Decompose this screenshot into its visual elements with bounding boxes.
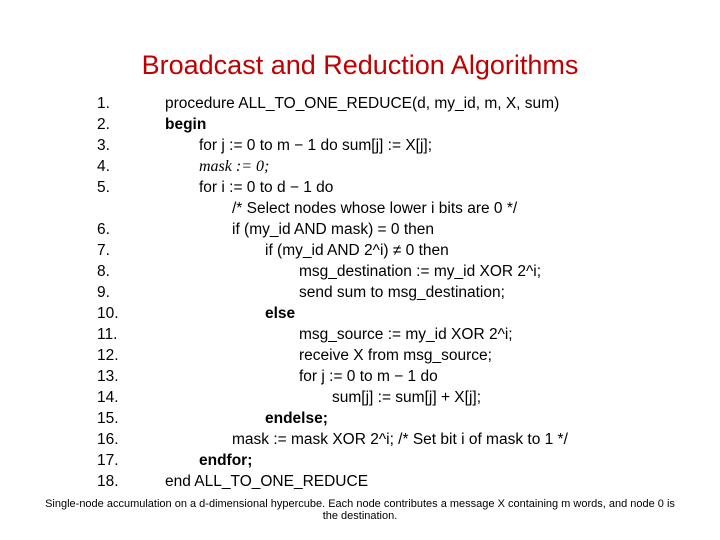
code-line-18 xyxy=(0,472,720,492)
line-number: 17. xyxy=(97,452,119,469)
line-code: else xyxy=(265,305,296,322)
line-code: mask := mask XOR 2^i; /* Set bit i of mask to 1 */ xyxy=(232,431,568,448)
line-code: receive X from msg_source; xyxy=(299,347,492,364)
line-code: if (my_id AND mask) = 0 then xyxy=(232,221,434,238)
code-line-4 xyxy=(0,157,720,177)
line-code: if (my_id AND 2^i) ≠ 0 then xyxy=(265,242,449,259)
line-number: 7. xyxy=(97,242,110,259)
line-number: 3. xyxy=(97,137,110,154)
line-number: 14. xyxy=(97,389,119,406)
line-code: send sum to msg_destination; xyxy=(299,284,505,301)
line-number: 12. xyxy=(97,347,119,364)
code-line-15 xyxy=(0,409,720,429)
line-code: for j := 0 to m − 1 do sum[j] := X[j]; xyxy=(199,137,433,154)
line-number: 13. xyxy=(97,368,119,385)
line-number: 6. xyxy=(97,221,110,238)
line-code: begin xyxy=(165,116,207,133)
code-line-11 xyxy=(0,325,720,345)
line-code: end ALL_TO_ONE_REDUCE xyxy=(165,473,369,490)
line-number: 11. xyxy=(97,326,118,343)
pseudocode-listing xyxy=(0,94,720,490)
line-code: for j := 0 to m − 1 do xyxy=(299,368,438,385)
line-number: 9. xyxy=(97,284,110,301)
code-line-3 xyxy=(0,136,720,156)
line-number: 15. xyxy=(97,410,119,427)
code-line-14 xyxy=(0,388,720,408)
line-code: for i := 0 to d − 1 do xyxy=(199,179,334,196)
code-line-10 xyxy=(0,304,720,324)
line-number: 5. xyxy=(97,179,110,196)
line-code: endelse; xyxy=(265,410,328,427)
code-line-12 xyxy=(0,346,720,366)
code-comment-line xyxy=(0,199,720,219)
code-line-1 xyxy=(0,94,720,114)
code-line-13 xyxy=(0,367,720,387)
line-number: 1. xyxy=(97,95,110,112)
line-code: procedure ALL_TO_ONE_REDUCE(d, my_id, m, X, sum) xyxy=(165,95,560,112)
code-line-16 xyxy=(0,430,720,450)
code-line-5 xyxy=(0,178,720,198)
code-line-17 xyxy=(0,451,720,471)
line-number: 16. xyxy=(97,431,119,448)
line-code: msg_destination := my_id XOR 2^i; xyxy=(299,263,542,280)
line-code: mask := 0; xyxy=(199,158,270,175)
line-code: sum[j] := sum[j] + X[j]; xyxy=(332,389,482,406)
code-line-6 xyxy=(0,220,720,240)
figure-caption: Single-node accumulation on a d-dimensional hypercube. Each node contributes a message X containing m words, and node 0 is the destination. xyxy=(45,498,675,522)
code-line-7 xyxy=(0,241,720,261)
line-number: 18. xyxy=(97,473,119,490)
line-number: 10. xyxy=(97,305,119,322)
line-code: /* Select nodes whose lower i bits are 0 */ xyxy=(232,200,518,217)
line-code: endfor; xyxy=(199,452,253,469)
code-line-9 xyxy=(0,283,720,303)
line-number: 2. xyxy=(97,116,110,133)
line-number: 4. xyxy=(97,158,110,175)
code-line-8 xyxy=(0,262,720,282)
line-number: 8. xyxy=(97,263,110,280)
line-code: msg_source := my_id XOR 2^i; xyxy=(299,326,513,343)
slide-title: Broadcast and Reduction Algorithms xyxy=(141,50,579,80)
code-line-2 xyxy=(0,115,720,135)
